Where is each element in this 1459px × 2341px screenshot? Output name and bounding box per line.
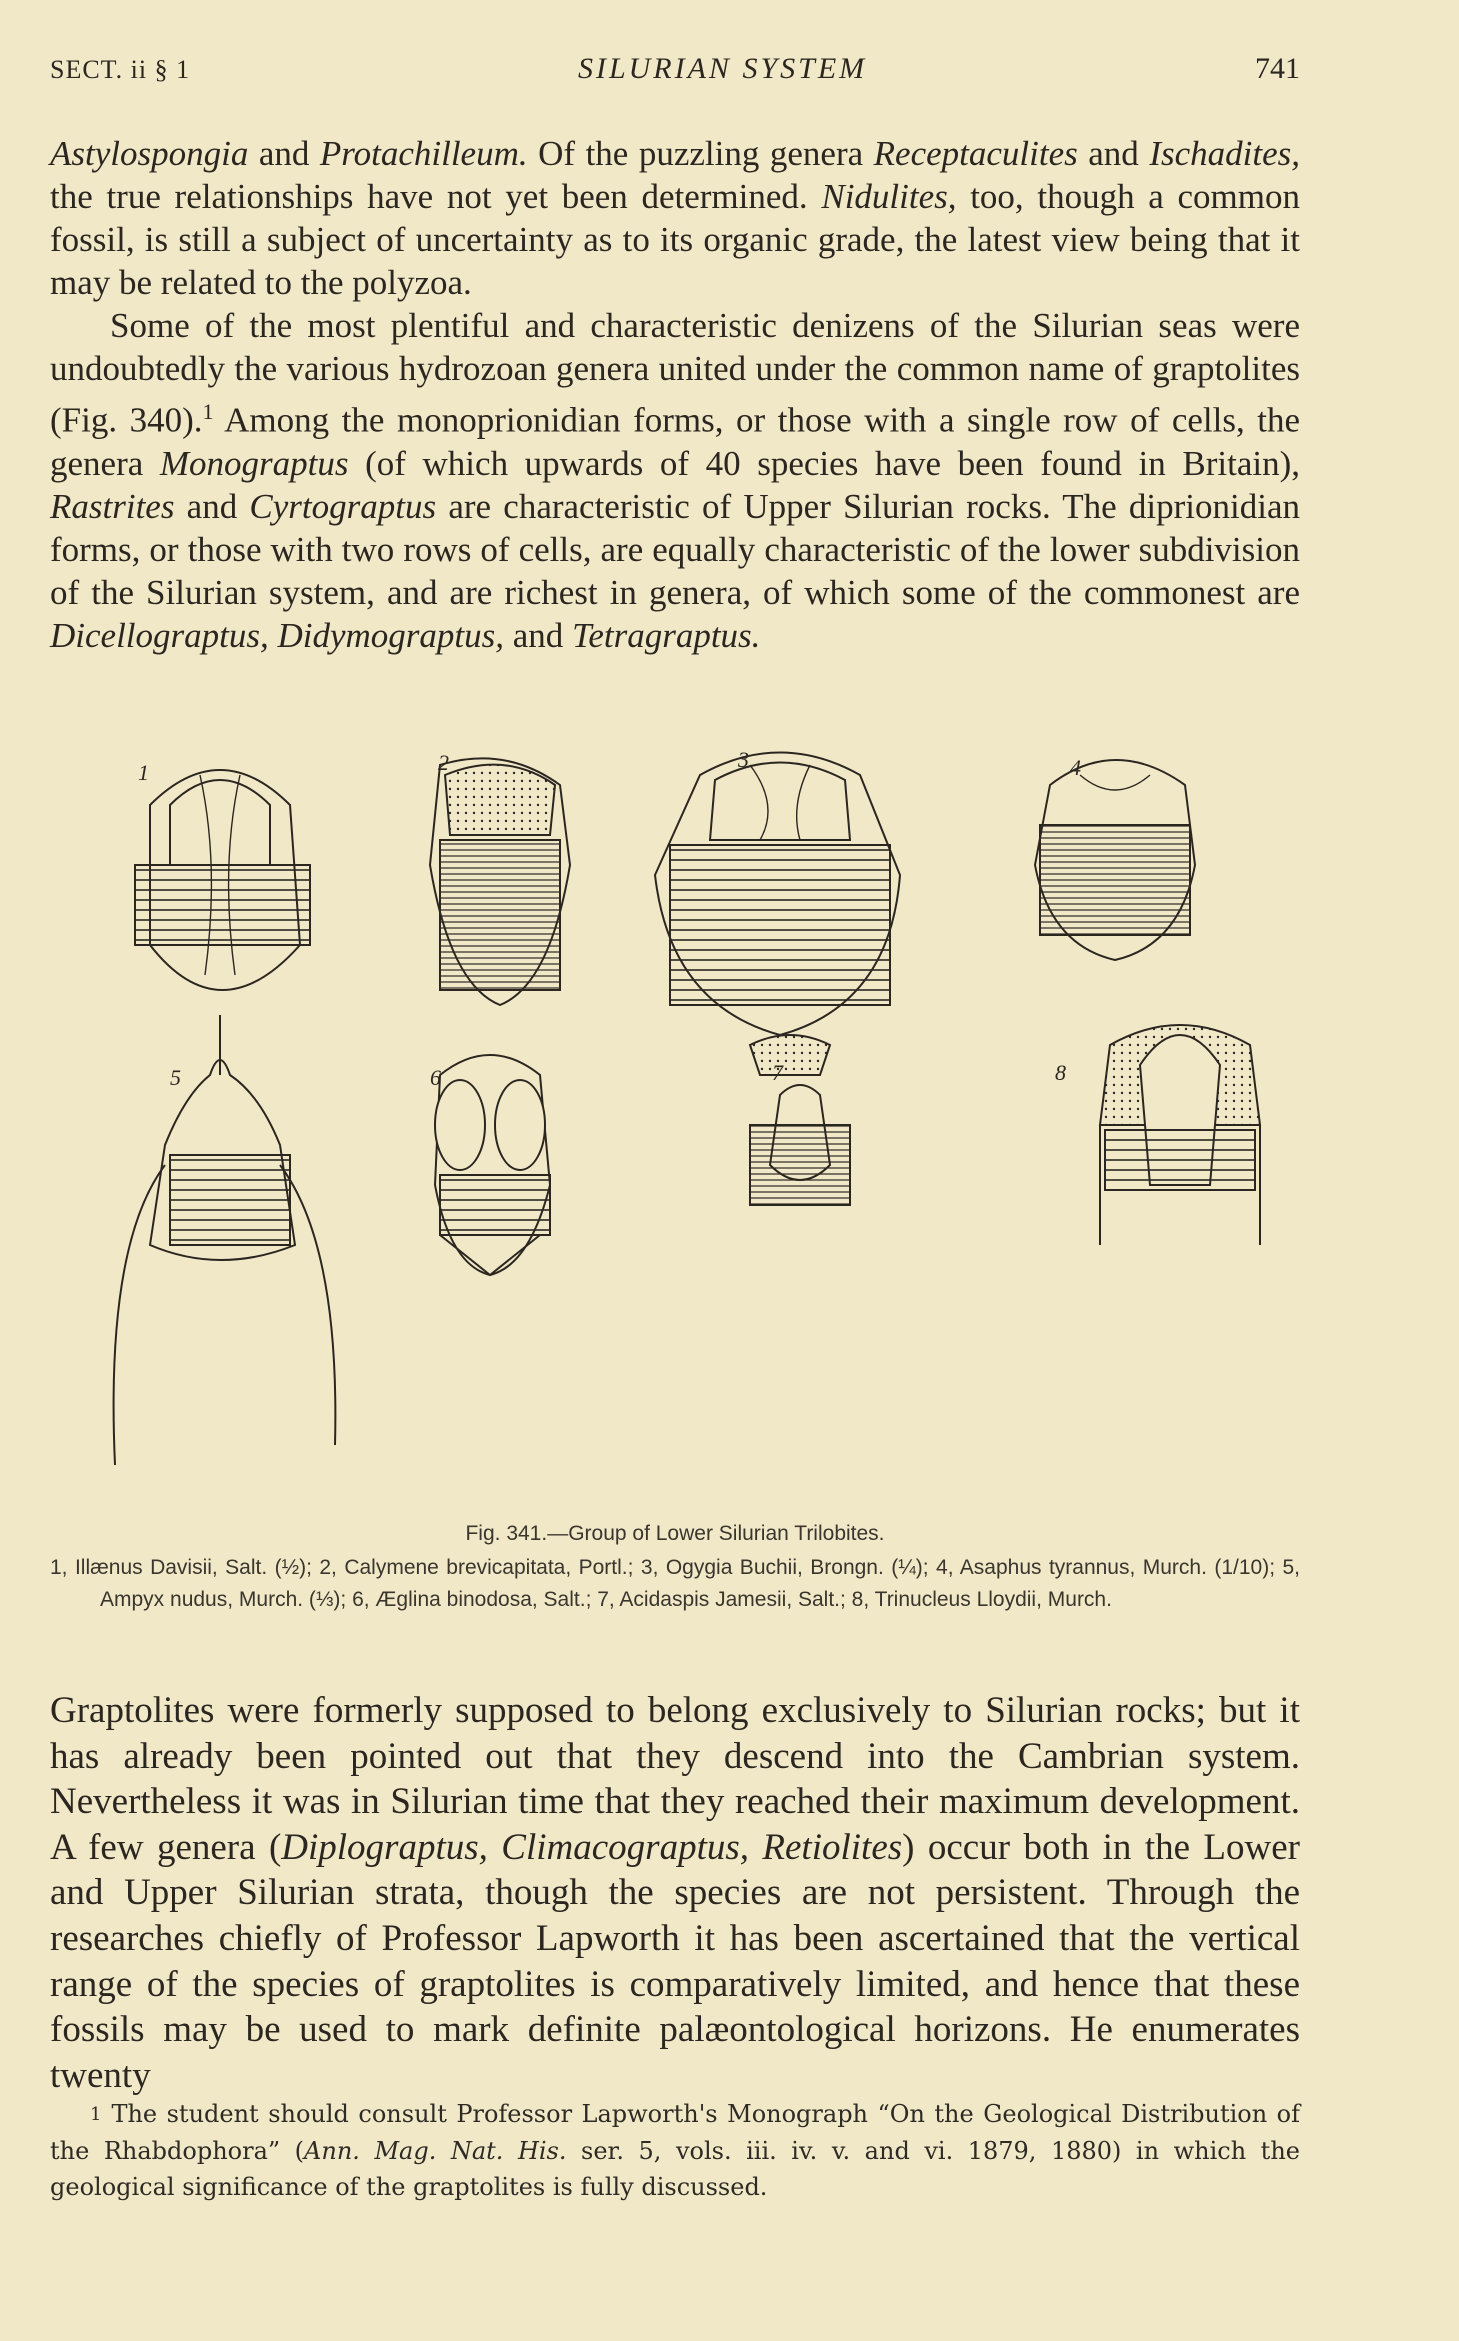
- trilobite-3-drawing: [655, 753, 900, 1036]
- text-run: too, though a common fossil, is still a subject of uncertainty as to its organic grade, the latest view being that it may be related to the polyzoa.: [50, 177, 1300, 302]
- genus-name: Protachilleum.: [319, 134, 528, 173]
- genus-name: Diplograptus, Climacograptus, Retiolites: [281, 1826, 903, 1868]
- paragraph-3: [50, 1688, 1300, 2098]
- genus-name: Dicellograptus, Didymograptus,: [50, 615, 505, 655]
- footnote-mark: 1: [90, 2104, 102, 2125]
- trilobite-8-drawing: [1100, 1025, 1260, 1245]
- text-run: Some of the most plentiful and characteristic denizens of the Silurian seas were undoubtedly the various hydrozoan genera united under the common name of graptolites (Fig. 340).: [50, 306, 1300, 440]
- genus-name: Cyrtograptus: [249, 486, 437, 526]
- running-header: [50, 52, 1300, 92]
- footnote-text: ser. 5, vols. iii. iv. v. and vi. 1879, 1880) in which the geological significance of the graptolites is fully discussed.: [50, 2137, 1300, 2201]
- text-run: and: [1077, 134, 1150, 173]
- journal-title: Ann. Mag. Nat. His.: [304, 2137, 567, 2165]
- genus-name: Receptaculites: [873, 134, 1078, 173]
- trilobite-illustrations: [110, 745, 1320, 1515]
- fig-number-6: 6: [430, 1065, 441, 1090]
- genus-name: Nidulites,: [821, 177, 957, 216]
- text-run: Among the monoprionidian forms, or those with a single row of cells, the genera: [50, 400, 1301, 483]
- section-label: SECT. ii § 1: [50, 55, 191, 84]
- trilobite-2-drawing: [430, 758, 570, 1005]
- text-run: and: [504, 615, 573, 655]
- genus-name: Astylospongia: [50, 134, 249, 173]
- trilobite-6-drawing: [435, 1055, 550, 1275]
- text-run: the true relationships have not yet been determined.: [50, 177, 822, 216]
- fig-number-1: 1: [138, 760, 149, 785]
- body-text-top: [50, 132, 1300, 657]
- trilobite-figure: [110, 745, 1320, 1515]
- footnote-text: The student should consult Professor Lapworth's Monograph “On the Geological Distribution of the Rhabdophora” (: [50, 2100, 1300, 2165]
- footnote: [50, 2096, 1300, 2205]
- figure-caption-body: [50, 1552, 1300, 1616]
- figure-caption-title: Fig. 341.—Group of Lower Silurian Trilobites.: [465, 1522, 885, 1545]
- fig-number-8: 8: [1055, 1060, 1066, 1085]
- text-run: ) occur both in the Lower and Upper Silurian strata, though the species are not persistent. Through the researches chiefly of Professor Lapworth it has been ascertained that the vertical range of the species of graptolites is comparatively limited, and hence that these fossils may be used to mark definite palæontological horizons. He enumerates twenty: [50, 1826, 1300, 2096]
- running-title: SILURIAN SYSTEM: [577, 52, 868, 85]
- text-run: Of the puzzling genera: [527, 134, 874, 173]
- text-run: and: [248, 134, 320, 173]
- body-text-bottom: [50, 1688, 1300, 2098]
- fig-number-2: 2: [438, 750, 449, 775]
- text-run: (of which upwards of 40 species have been found in Britain),: [348, 443, 1300, 483]
- genus-name: Tetragraptus.: [572, 615, 761, 655]
- paragraph-2: [50, 304, 1300, 657]
- genus-name: Rastrites: [50, 486, 175, 526]
- page-number: 741: [1255, 52, 1300, 85]
- paragraph-1: [50, 132, 1300, 304]
- figure-caption-text: 1, Illænus Davisii, Salt. (½); 2, Calymene brevicapitata, Portl.; 3, Ogygia Buchii, Brongn. (¼); 4, Asaphus tyrannus, Murch. (1/10); 5, Ampyx nudus, Murch. (⅓); 6, Æglina binodosa, Salt.; 7, Acidaspis Jamesii, Salt.; 8, Trinucleus Lloydii, Murch.: [50, 1556, 1300, 1611]
- fig-number-5: 5: [170, 1065, 181, 1090]
- fig-number-3: 3: [738, 747, 749, 772]
- trilobite-5-drawing: [114, 1015, 336, 1465]
- fig-number-7: 7: [772, 1060, 783, 1085]
- fig-number-4: 4: [1070, 755, 1081, 780]
- footnote-reference: 1: [202, 399, 214, 424]
- text-run: and: [174, 486, 250, 526]
- genus-name: Ischadites,: [1149, 134, 1300, 173]
- trilobite-7-drawing: [750, 1035, 850, 1205]
- text-run: Graptolites were formerly supposed to belong exclusively to Silurian rocks; but it has already been pointed out that they descend into the Cambrian system. Nevertheless it was in Silurian time that they reached their maximum development. A few genera (: [50, 1690, 1300, 1868]
- text-run: are characteristic of Upper Silurian rocks. The diprionidian forms, or those with two rows of cells, are equally characteristic of the lower subdivision of the Silurian system, and are richest in genera, of which some of the commonest are: [50, 486, 1300, 612]
- genus-name: Monograptus: [159, 443, 349, 483]
- trilobite-4-drawing: [1035, 760, 1195, 960]
- trilobite-1-drawing: [135, 770, 310, 990]
